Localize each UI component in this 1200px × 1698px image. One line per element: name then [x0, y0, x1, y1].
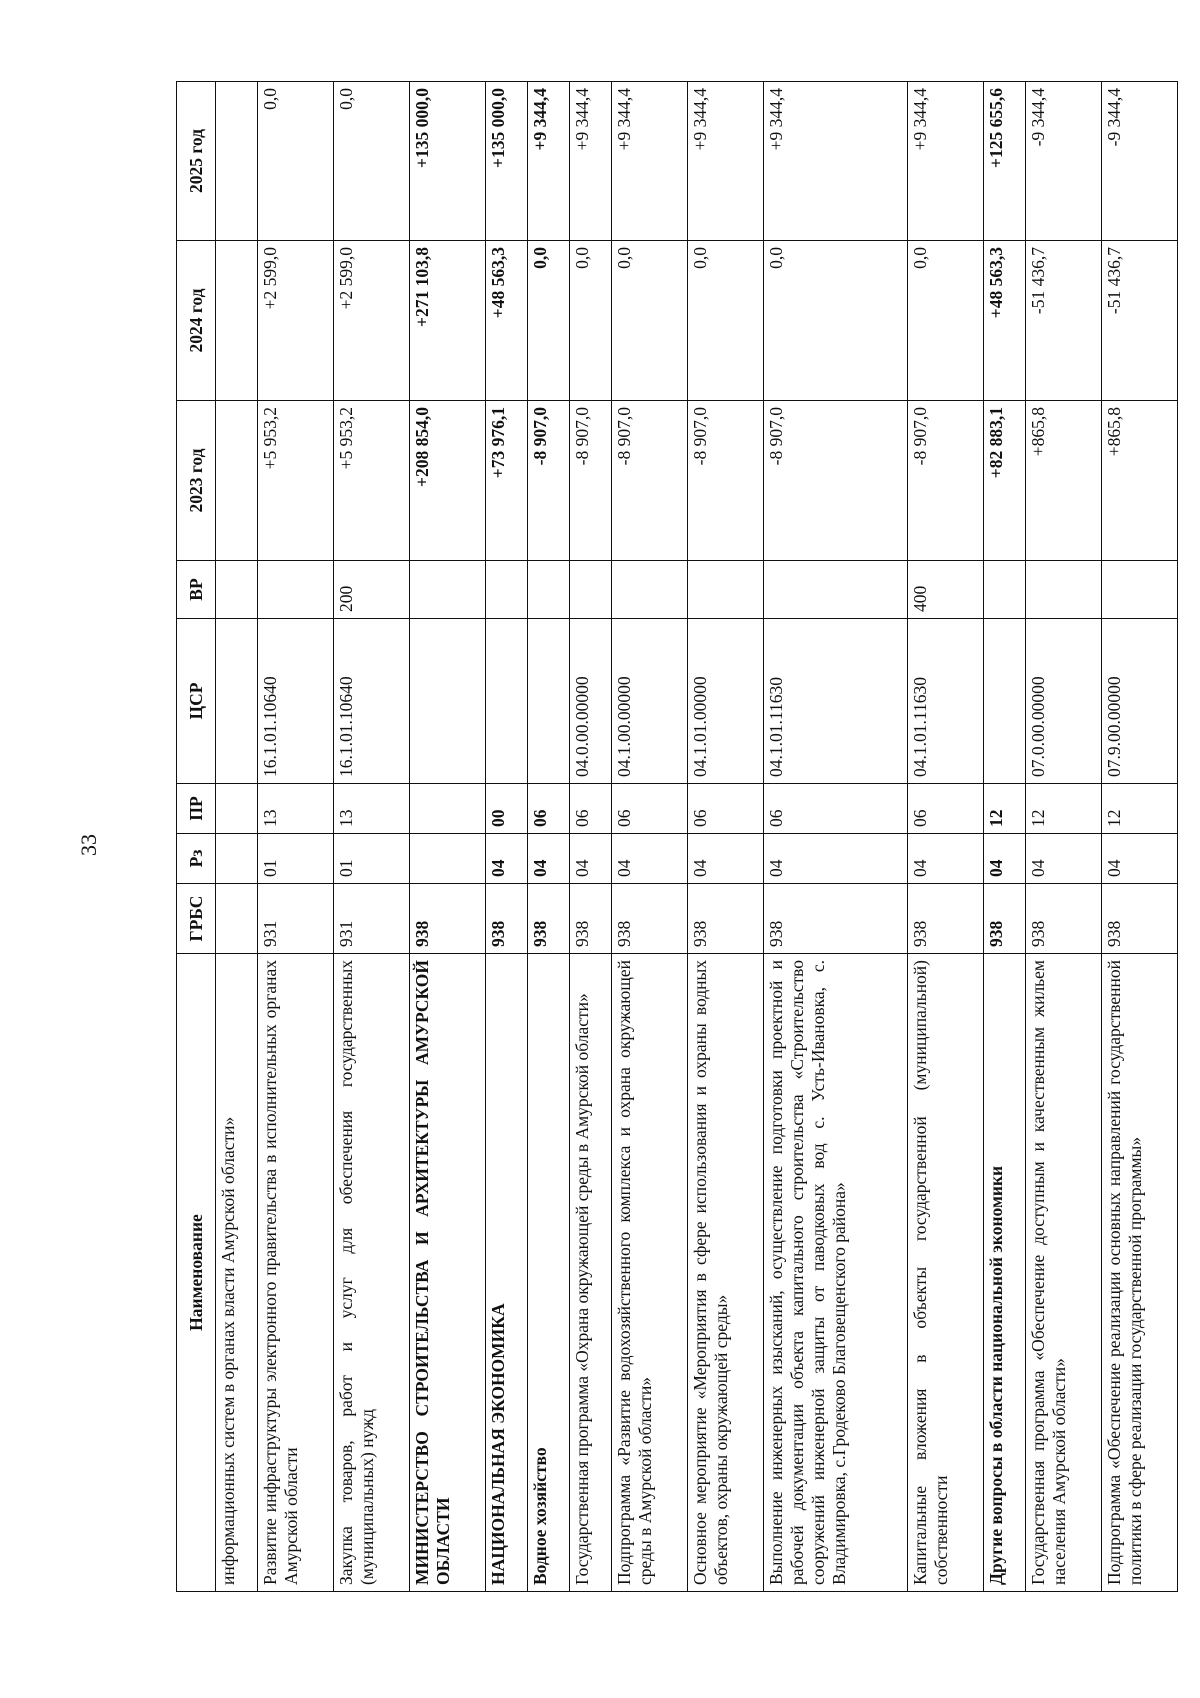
- cell-vr: [1101, 561, 1177, 619]
- cell-pr: 13: [334, 784, 410, 834]
- cell-2024: 0,0: [907, 241, 983, 401]
- cell-grbs: 938: [1101, 884, 1177, 954]
- cell-2025: +9 344,4: [764, 82, 908, 241]
- cell-name: Капитальные вложения в объекты государственной (муниципальной) собственности: [907, 954, 983, 1592]
- cell-2024: +48 563,3: [983, 241, 1025, 401]
- cell-csr: [216, 619, 258, 784]
- page-number: 33: [76, 834, 101, 856]
- cell-2024: 0,0: [612, 241, 688, 401]
- cell-name: Государственная программа «Обеспечение доступным и качественным жильем населения Амурской области»: [1025, 954, 1101, 1592]
- cell-2023: -8 907,0: [764, 401, 908, 561]
- cell-csr: [485, 619, 527, 784]
- table-body: [216, 82, 1178, 1592]
- cell-grbs: 938: [570, 884, 612, 954]
- cell-2023: -8 907,0: [570, 401, 612, 561]
- header-rz: Рз: [177, 834, 216, 884]
- cell-2025: +135 000,0: [410, 82, 486, 241]
- cell-2024: -51 436,7: [1101, 241, 1177, 401]
- cell-2025: 0,0: [334, 82, 410, 241]
- cell-csr: 04.0.00.00000: [570, 619, 612, 784]
- cell-vr: [410, 561, 486, 619]
- cell-vr: [528, 561, 570, 619]
- table-row: [410, 82, 486, 1592]
- cell-rz: 04: [612, 834, 688, 884]
- header-2024: 2024 год: [177, 241, 216, 401]
- cell-rz: 04: [764, 834, 908, 884]
- table-row: [764, 82, 908, 1592]
- cell-rz: 04: [1101, 834, 1177, 884]
- cell-pr: 06: [688, 784, 764, 834]
- cell-rz: 04: [907, 834, 983, 884]
- cell-grbs: 938: [485, 884, 527, 954]
- cell-2025: +9 344,4: [688, 82, 764, 241]
- cell-grbs: 938: [410, 884, 486, 954]
- cell-2023: -8 907,0: [907, 401, 983, 561]
- table-row: [258, 82, 334, 1592]
- cell-rz: 04: [1025, 834, 1101, 884]
- cell-csr: [983, 619, 1025, 784]
- cell-vr: [983, 561, 1025, 619]
- cell-2024: +2 599,0: [334, 241, 410, 401]
- table-row: [612, 82, 688, 1592]
- cell-name: Основное мероприятие «Мероприятия в сфере использования и охраны водных объектов, охраны окружающей среды»: [688, 954, 764, 1592]
- cell-vr: [216, 561, 258, 619]
- cell-name: Закупка товаров, работ и услуг для обеспечения государственных (муниципальных) нужд: [334, 954, 410, 1592]
- table-row: [485, 82, 527, 1592]
- table-row: [334, 82, 410, 1592]
- cell-name: Другие вопросы в области национальной экономики: [983, 954, 1025, 1592]
- cell-grbs: 938: [983, 884, 1025, 954]
- cell-grbs: 931: [258, 884, 334, 954]
- header-2023: 2023 год: [177, 401, 216, 561]
- header-2025: 2025 год: [177, 82, 216, 241]
- cell-vr: [1025, 561, 1101, 619]
- cell-pr: 06: [907, 784, 983, 834]
- cell-csr: [410, 619, 486, 784]
- table-row: [983, 82, 1025, 1592]
- cell-2024: 0,0: [570, 241, 612, 401]
- cell-csr: 04.1.01.11630: [907, 619, 983, 784]
- cell-2023: +865,8: [1025, 401, 1101, 561]
- cell-pr: 12: [1025, 784, 1101, 834]
- rotated-table-container: [176, 82, 1178, 1592]
- cell-rz: 04: [485, 834, 527, 884]
- cell-2025: +135 000,0: [485, 82, 527, 241]
- cell-name: МИНИСТЕРСТВО СТРОИТЕЛЬСТВА И АРХИТЕКТУРЫ АМУРСКОЙ ОБЛАСТИ: [410, 954, 486, 1592]
- table-row: [1025, 82, 1101, 1592]
- cell-name: информационных систем в органах власти Амурской области»: [216, 954, 258, 1592]
- cell-pr: 13: [258, 784, 334, 834]
- cell-2023: +82 883,1: [983, 401, 1025, 561]
- cell-2025: +9 344,4: [528, 82, 570, 241]
- cell-2023: +5 953,2: [334, 401, 410, 561]
- cell-2025: +125 655,6: [983, 82, 1025, 241]
- table-row: [216, 82, 258, 1592]
- cell-2025: +9 344,4: [570, 82, 612, 241]
- cell-grbs: 931: [334, 884, 410, 954]
- cell-2023: +73 976,1: [485, 401, 527, 561]
- cell-grbs: 938: [612, 884, 688, 954]
- cell-2024: +2 599,0: [258, 241, 334, 401]
- cell-2023: -8 907,0: [688, 401, 764, 561]
- table-header-row: [177, 82, 216, 1592]
- cell-csr: 16.1.01.10640: [258, 619, 334, 784]
- cell-grbs: 938: [1025, 884, 1101, 954]
- cell-grbs: 938: [764, 884, 908, 954]
- cell-vr: 400: [907, 561, 983, 619]
- header-pr: ПР: [177, 784, 216, 834]
- cell-pr: 12: [983, 784, 1025, 834]
- cell-name: Подпрограмма «Развитие водохозяйственного комплекса и охрана окружающей среды в Амурской области»: [612, 954, 688, 1592]
- cell-name: Выполнение инженерных изысканий, осуществление подготовки проектной и рабочей документации объекта капитального строительства «Строительство сооружений инженерной защиты от паводковых вод с. Усть-Ивановка, с. Владимировка, с.Гродеково Благовещенского района»: [764, 954, 908, 1592]
- cell-vr: [485, 561, 527, 619]
- header-name: Наименование: [177, 954, 216, 1592]
- cell-2025: +9 344,4: [907, 82, 983, 241]
- cell-vr: [570, 561, 612, 619]
- cell-2024: +271 103,8: [410, 241, 486, 401]
- cell-vr: [764, 561, 908, 619]
- cell-pr: 06: [612, 784, 688, 834]
- cell-2023: -8 907,0: [528, 401, 570, 561]
- cell-name: Водное хозяйство: [528, 954, 570, 1592]
- cell-grbs: 938: [688, 884, 764, 954]
- cell-2023: +5 953,2: [258, 401, 334, 561]
- cell-2025: +9 344,4: [612, 82, 688, 241]
- cell-rz: 04: [570, 834, 612, 884]
- cell-csr: 04.1.00.00000: [612, 619, 688, 784]
- cell-grbs: [216, 884, 258, 954]
- header-csr: ЦСР: [177, 619, 216, 784]
- cell-csr: 04.1.01.00000: [688, 619, 764, 784]
- cell-name: Развитие инфраструктуры электронного правительства в исполнительных органах Амурской области: [258, 954, 334, 1592]
- cell-name: НАЦИОНАЛЬНАЯ ЭКОНОМИКА: [485, 954, 527, 1592]
- cell-rz: 04: [983, 834, 1025, 884]
- cell-rz: [410, 834, 486, 884]
- cell-rz: 04: [688, 834, 764, 884]
- cell-rz: [216, 834, 258, 884]
- header-grbs: ГРБС: [177, 884, 216, 954]
- cell-2023: -8 907,0: [612, 401, 688, 561]
- cell-pr: 00: [485, 784, 527, 834]
- cell-2024: [216, 241, 258, 401]
- cell-2023: +865,8: [1101, 401, 1177, 561]
- cell-2025: 0,0: [258, 82, 334, 241]
- cell-pr: [410, 784, 486, 834]
- cell-rz: 01: [258, 834, 334, 884]
- cell-2025: [216, 82, 258, 241]
- table-row: [570, 82, 612, 1592]
- cell-grbs: 938: [528, 884, 570, 954]
- cell-2025: -9 344,4: [1101, 82, 1177, 241]
- cell-pr: 06: [764, 784, 908, 834]
- cell-vr: [612, 561, 688, 619]
- table-row: [688, 82, 764, 1592]
- cell-name: Подпрограмма «Обеспечение реализации основных направлений государственной политики в сфере реализации государственной программы»: [1101, 954, 1177, 1592]
- cell-csr: 04.1.01.11630: [764, 619, 908, 784]
- cell-2024: 0,0: [688, 241, 764, 401]
- cell-2024: 0,0: [764, 241, 908, 401]
- cell-vr: [688, 561, 764, 619]
- cell-pr: 12: [1101, 784, 1177, 834]
- cell-vr: 200: [334, 561, 410, 619]
- cell-2023: [216, 401, 258, 561]
- cell-pr: 06: [528, 784, 570, 834]
- cell-2024: +48 563,3: [485, 241, 527, 401]
- cell-vr: [258, 561, 334, 619]
- cell-2023: +208 854,0: [410, 401, 486, 561]
- cell-pr: [216, 784, 258, 834]
- cell-csr: [528, 619, 570, 784]
- cell-name: Государственная программа «Охрана окружающей среды в Амурской области»: [570, 954, 612, 1592]
- cell-csr: 07.9.00.00000: [1101, 619, 1177, 784]
- cell-grbs: 938: [907, 884, 983, 954]
- cell-csr: 07.0.00.00000: [1025, 619, 1101, 784]
- cell-2024: -51 436,7: [1025, 241, 1101, 401]
- cell-pr: 06: [570, 784, 612, 834]
- table-row: [528, 82, 570, 1592]
- table-row: [1101, 82, 1177, 1592]
- budget-table: [176, 81, 1178, 1592]
- cell-2024: 0,0: [528, 241, 570, 401]
- header-vr: ВР: [177, 561, 216, 619]
- cell-2025: -9 344,4: [1025, 82, 1101, 241]
- cell-csr: 16.1.01.10640: [334, 619, 410, 784]
- cell-rz: 01: [334, 834, 410, 884]
- cell-rz: 04: [528, 834, 570, 884]
- table-row: [907, 82, 983, 1592]
